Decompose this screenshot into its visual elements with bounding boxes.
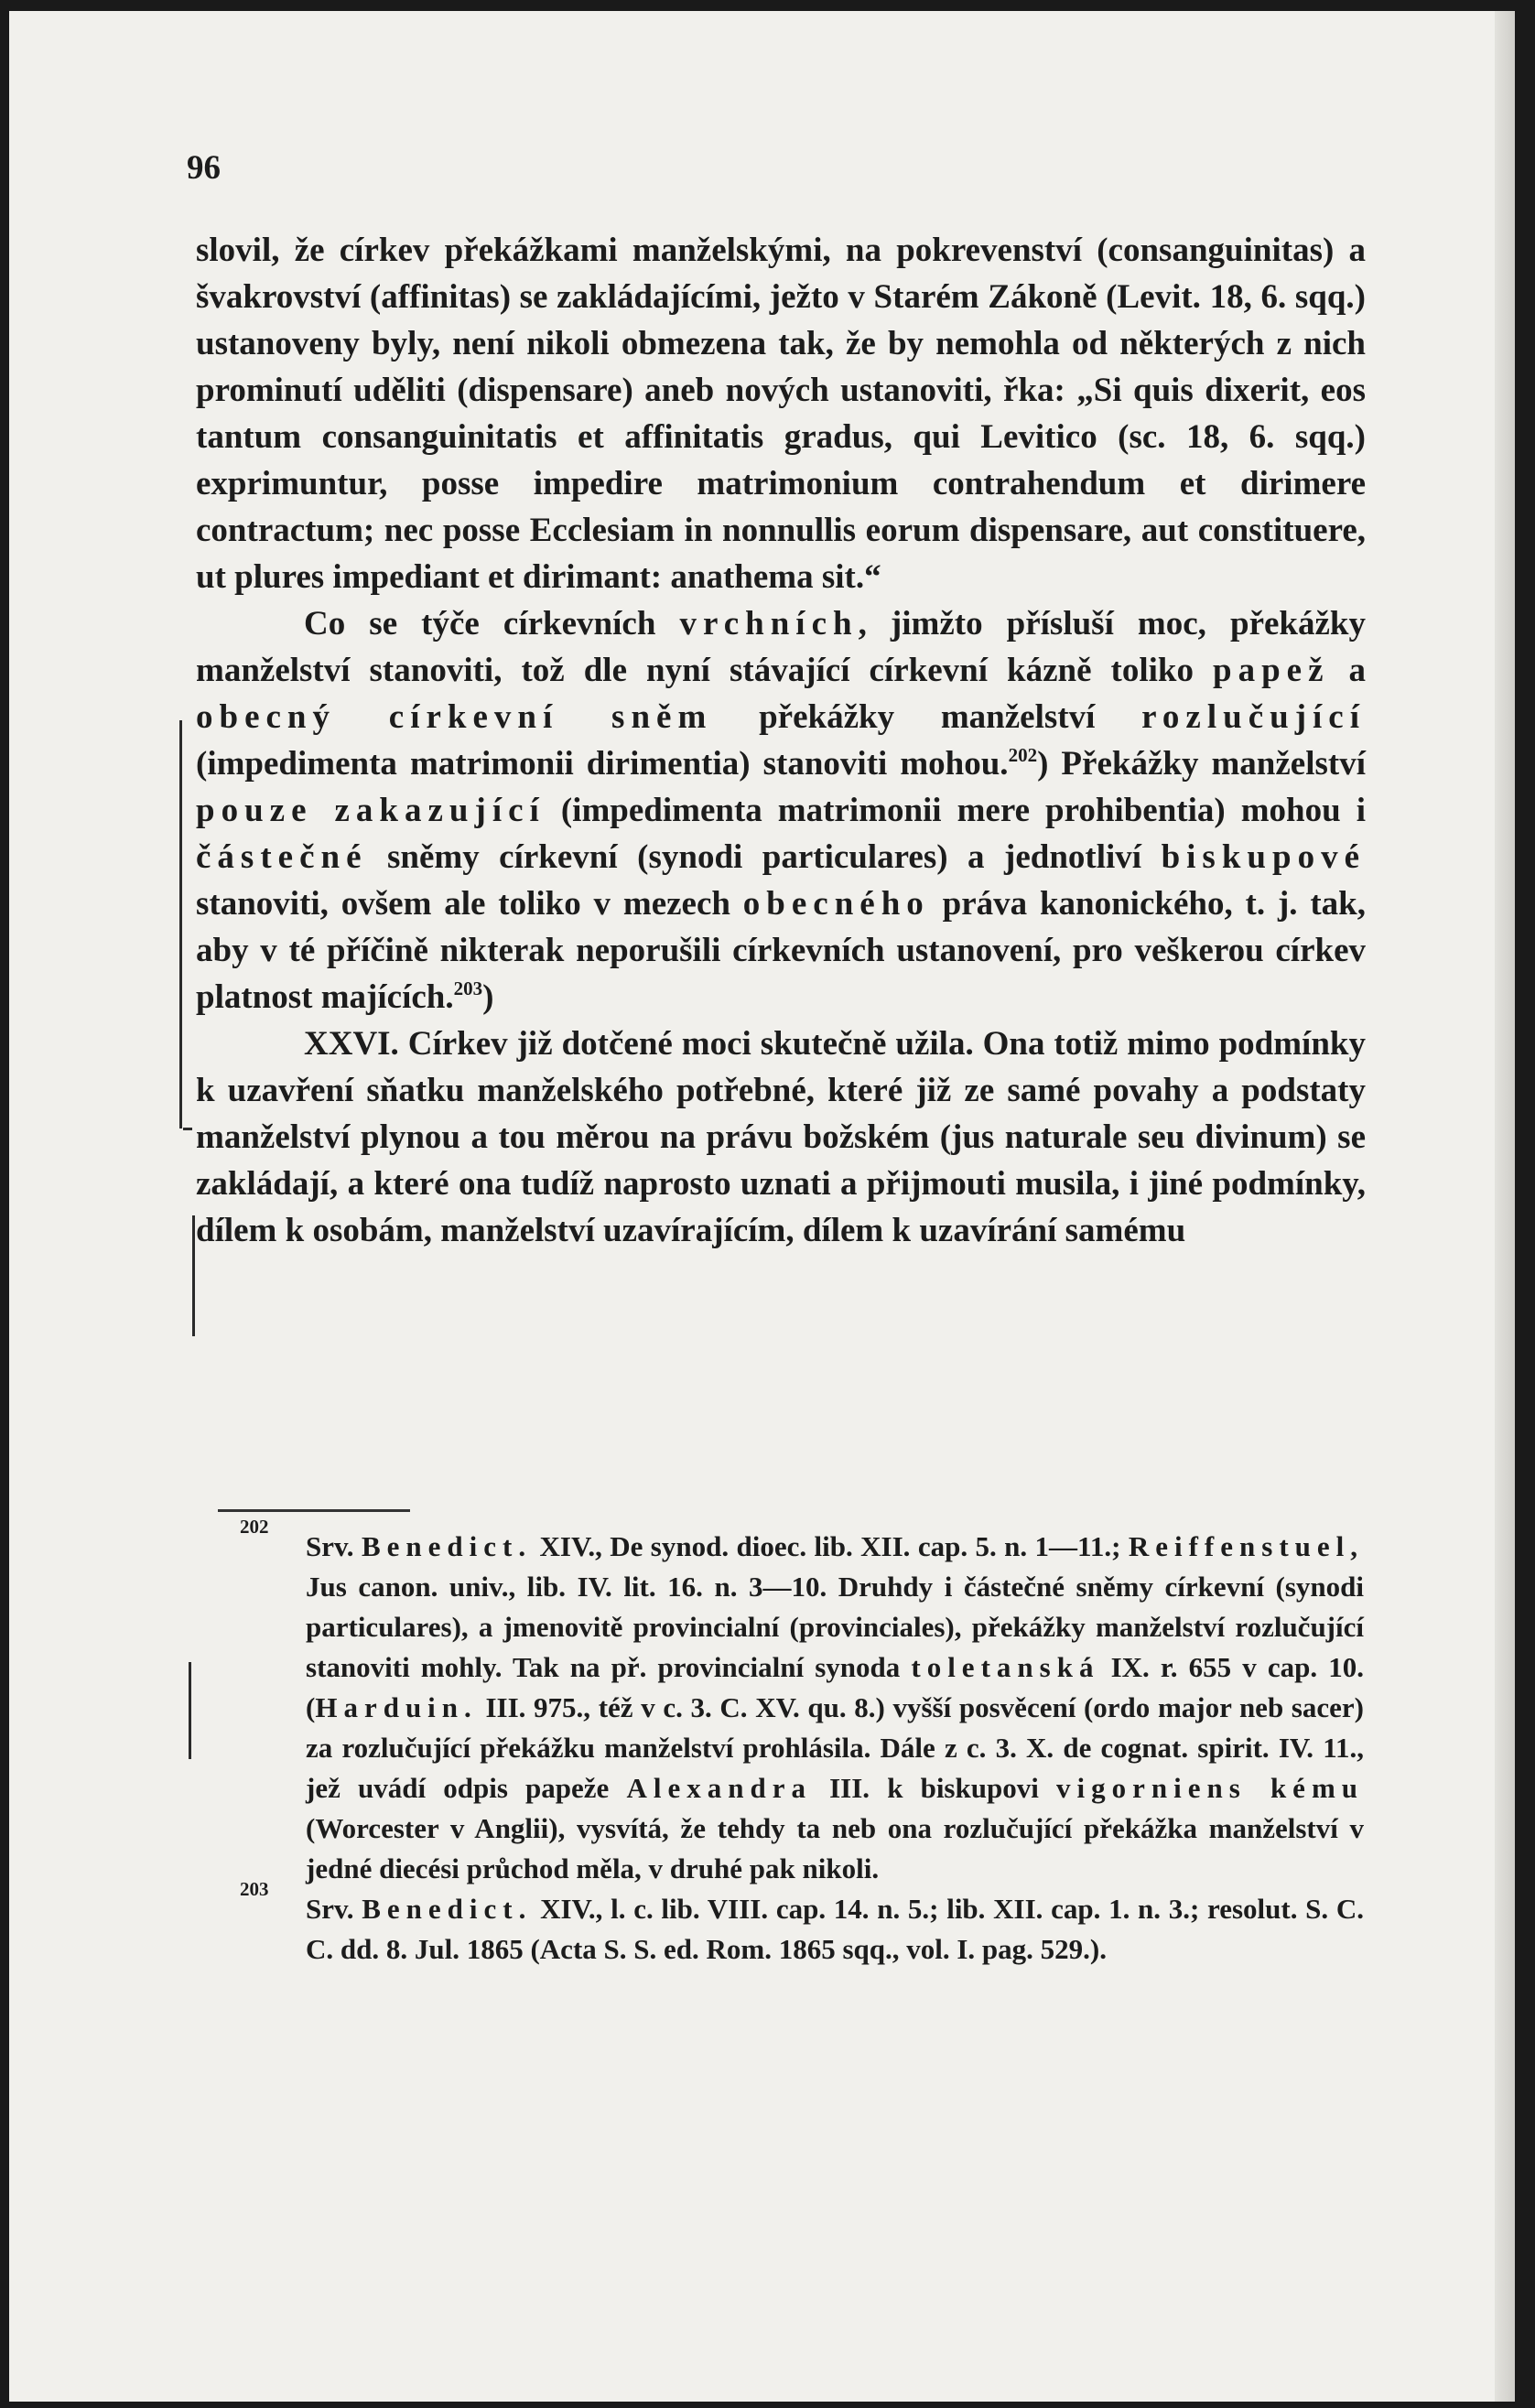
margin-pencil-mark: [179, 720, 182, 1128]
paragraph-1: slovil, že církev překážkami manželskými, na pokrevenství (consanguinitas) a švakrovství (affinitas) se zakládajícími, ježto v Starém Zákoně (Levit. 18, 6. sqq.) ustanoveny byly, není nikoli obmezena tak, že by nemohla od některých z nich prominutí uděliti (dispensare) aneb nových ustanoviti, řka: „Si quis dixerit, eos tantum consanguinitatis et affinitatis gradus, qui Levitico (sc. 18, 6. sqq.) exprimuntur, posse impedire matrimonium contrahendum et dirimere contractum; nec posse Ecclesiam in nonnullis eorum dispensare, aut constituere, ut plures impediant et dirimant: anathema sit.“: [196, 232, 1366, 596]
emphasis-text: biskupové: [1161, 838, 1366, 876]
paragraph-3-section-xxvi: XXVI. Církev již dotčené moci skutečně užila. Ona totiž mimo podmínky k uzavření sňatku manželského potřebné, které již ze samé povahy a podstaty manželství plynou a tou měrou na právu božském (jus naturale seu divinum) se zakládají, a které ona tudíž naprosto uznati a přijmouti musila, i jiné podmínky, dílem k osobám, manželství uzavírajícím, dílem k uzavírání samému: [196, 1025, 1366, 1249]
paragraph-2: Co se týče církevních vrchních, jimžto přísluší moc, překážky manželství stanoviti, tož dle nyní stávající církevní kázně toliko papež a obecný církevní sněm překážky manželství rozlučující (impedimenta matrimonii dirimentia) stanoviti mohou.$^{202}$) Překážky manželství pouze zakazující (impedimenta matrimonii mere prohibentia) mohou i částečné sněmy církevní (synodi particulares) a jednotliví biskupové stanoviti, ovšem ale toliko v mezech obecného práva kanonického, t. j. tak, aby v té příčině nikterak neporušili církevních ustanovení, pro veškerou církev platnost majících.$^{203}$): [196, 605, 1367, 1016]
emphasis-text: Benedict.: [362, 1893, 533, 1925]
main-text: [196, 227, 1366, 1254]
emphasis-text: Reiffenstuel,: [1128, 1530, 1364, 1562]
emphasis-text: částečné: [196, 838, 368, 876]
margin-pencil-mark: [192, 1215, 195, 1336]
emphasis-text: Benedict.: [361, 1530, 533, 1562]
footnotes: [229, 1516, 1365, 1970]
footnote-ref-203: 203: [453, 977, 483, 999]
footnote-ref-202: 202: [1008, 744, 1038, 766]
footnote-separator: [218, 1509, 410, 1512]
footnote-203: 203 Srv. Benedict. XIV., l. c. lib. VIII. cap. 14. n. 5.; lib. XII. cap. 1. n. 3.; resolut. S. C. C. dd. 8. Jul. 1865 (Acta S. S. ed. Rom. 1865 sqq., vol. I. pag. 529.).: [240, 1878, 1364, 1965]
emphasis-text: toletanská: [911, 1651, 1100, 1683]
emphasis-text: vrchních: [679, 605, 859, 642]
emphasis-text: obecného: [742, 885, 930, 923]
emphasis-text: Alexandra: [626, 1772, 812, 1804]
footnote-202: 202 Srv. Benedict. XIV., De synod. dioec. lib. XII. cap. 5. n. 1—11.; Reiffenstuel, Jus canon. univ., lib. IV. lit. 16. n. 3—10. Druhdy i částečné sněmy církevní (synodi particulares), a jmenovitě provincialní (provinciales), překážky manželství rozlučující stanoviti mohly. Tak na př. provincialní synoda toletanská IX. r. 655 v cap. 10. (Harduin. III. 975., též v c. 3. C. XV. qu. 8.) vyšší posvěcení (ordo major neb sacer) za rozlučující překážku manželství prohlásila. Dále z c. 3. X. de cognat. spirit. IV. 11., jež uvádí odpis papeže Alexandra III. k biskupovi vigorniens kému (Worcester v Anglii), vysvítá, že tehdy ta neb ona rozlučující překážka manželství v jedné diecési průchod měla, v druhé pak nikoli.: [240, 1516, 1365, 1884]
page-number: 96: [187, 149, 221, 187]
page-edge-shadow: [1495, 11, 1515, 2402]
book-page: [9, 11, 1515, 2402]
margin-pencil-mark: [189, 1662, 191, 1759]
emphasis-text: vigorniens kému: [1056, 1772, 1365, 1804]
emphasis-text: pouze zakazující: [196, 792, 546, 829]
emphasis-text: obecný církevní sněm: [196, 698, 713, 736]
emphasis-text: Harduin.: [315, 1691, 478, 1723]
emphasis-text: papež: [1213, 652, 1330, 689]
margin-pencil-mark: [183, 1128, 192, 1130]
emphasis-text: rozlučující: [1141, 698, 1367, 736]
